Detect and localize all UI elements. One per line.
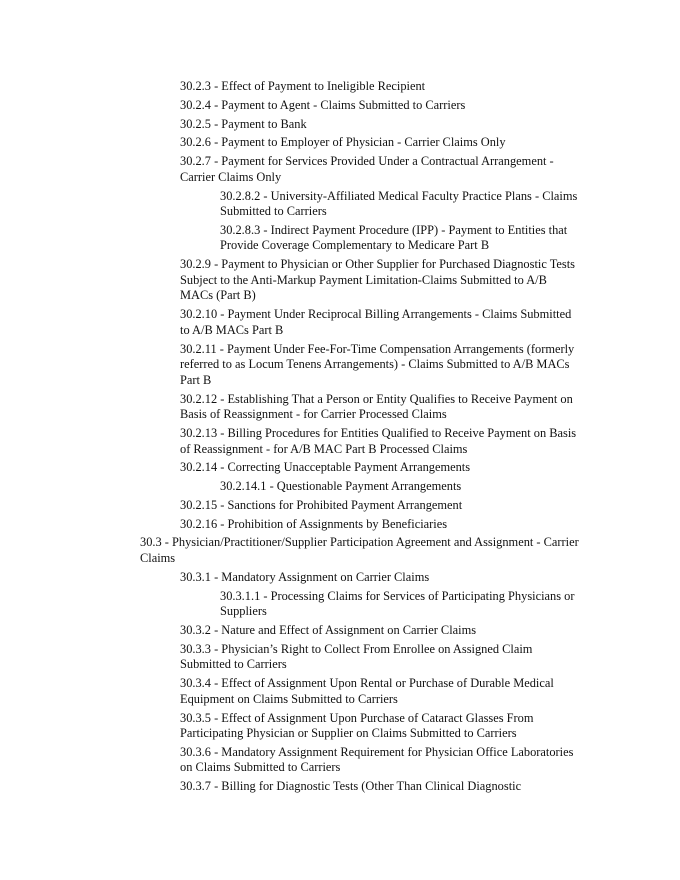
toc-entry[interactable]: 30.2.13 - Billing Procedures for Entities Qualified to Receive Payment on Basis of Reassignment - for A/B MAC Part B Processed Claims bbox=[180, 425, 577, 456]
toc-entry[interactable]: 30.2.15 - Sanctions for Prohibited Payment Arrangement bbox=[180, 497, 463, 512]
toc-entry[interactable]: 30.2.14 - Correcting Unacceptable Payment Arrangements bbox=[180, 460, 471, 475]
toc-entry[interactable]: 30.2.12 - Establishing That a Person or Entity Qualifies to Receive Payment on Basis of Reassignment - for Carrier Processed Claims bbox=[180, 391, 573, 422]
toc-entry[interactable]: 30.3.6 - Mandatory Assignment Requirement for Physician Office Laboratories on Claims Submitted to Carriers bbox=[180, 744, 574, 775]
toc-entry[interactable]: 30.2.9 - Payment to Physician or Other Supplier for Purchased Diagnostic Tests Subject to the Anti-Markup Payment Limitation-Claims Submitted to A/B MACs (Part B) bbox=[180, 257, 575, 303]
toc-entry[interactable]: 30.3.1.1 - Processing Claims for Services of Participating Physicians or Suppliers bbox=[220, 588, 575, 619]
toc-entry[interactable]: 30.3.3 - Physician’s Right to Collect From Enrollee on Assigned Claim Submitted to Carriers bbox=[180, 641, 533, 672]
toc-entry[interactable]: 30.3.1 - Mandatory Assignment on Carrier Claims bbox=[180, 569, 430, 584]
toc-entry[interactable]: 30.2.8.3 - Indirect Payment Procedure (IPP) - Payment to Entities that Provide Coverage Complementary to Medicare Part B bbox=[220, 222, 568, 253]
toc-entry[interactable]: 30.3.7 - Billing for Diagnostic Tests (Other Than Clinical Diagnostic bbox=[180, 779, 522, 794]
toc-entry[interactable]: 30.2.16 - Prohibition of Assignments by Beneficiaries bbox=[180, 516, 448, 531]
toc-entry[interactable]: 30.2.11 - Payment Under Fee-For-Time Compensation Arrangements (formerly referred to as Locum Tenens Arrangements) - Claims Submitted to A/B MACs Part B bbox=[180, 341, 575, 387]
toc-entry[interactable]: 30.2.3 - Effect of Payment to Ineligible Recipient bbox=[180, 79, 426, 93]
toc-entry[interactable]: 30.2.4 - Payment to Agent - Claims Submitted to Carriers bbox=[180, 97, 466, 112]
toc-entry[interactable]: 30.3.4 - Effect of Assignment Upon Rental or Purchase of Durable Medical Equipment on Claims Submitted to Carriers bbox=[180, 676, 554, 706]
table-of-contents bbox=[0, 79, 680, 798]
toc-entry[interactable]: 30.2.7 - Payment for Services Provided Under a Contractual Arrangement - Carrier Claims Only bbox=[180, 154, 554, 184]
toc-entry[interactable]: 30.3.5 - Effect of Assignment Upon Purchase of Cataract Glasses From Participating Physician or Supplier on Claims Submitted to Carriers bbox=[180, 710, 534, 741]
toc-entry[interactable]: 30.2.6 - Payment to Employer of Physician - Carrier Claims Only bbox=[180, 135, 506, 150]
toc-entry[interactable]: 30.2.5 - Payment to Bank bbox=[180, 116, 307, 131]
toc-entry[interactable]: 30.2.8.2 - University-Affiliated Medical Faculty Practice Plans - Claims Submitted to Carriers bbox=[220, 188, 578, 219]
toc-entry[interactable]: 30.3 - Physician/Practitioner/Supplier Participation Agreement and Assignment - Carrier Claims bbox=[140, 535, 579, 566]
toc-entry[interactable]: 30.2.10 - Payment Under Reciprocal Billing Arrangements - Claims Submitted to A/B MACs Part B bbox=[180, 307, 572, 337]
toc-entry[interactable]: 30.2.14.1 - Questionable Payment Arrangements bbox=[220, 479, 462, 494]
toc-entry[interactable]: 30.3.2 - Nature and Effect of Assignment on Carrier Claims bbox=[180, 622, 477, 637]
